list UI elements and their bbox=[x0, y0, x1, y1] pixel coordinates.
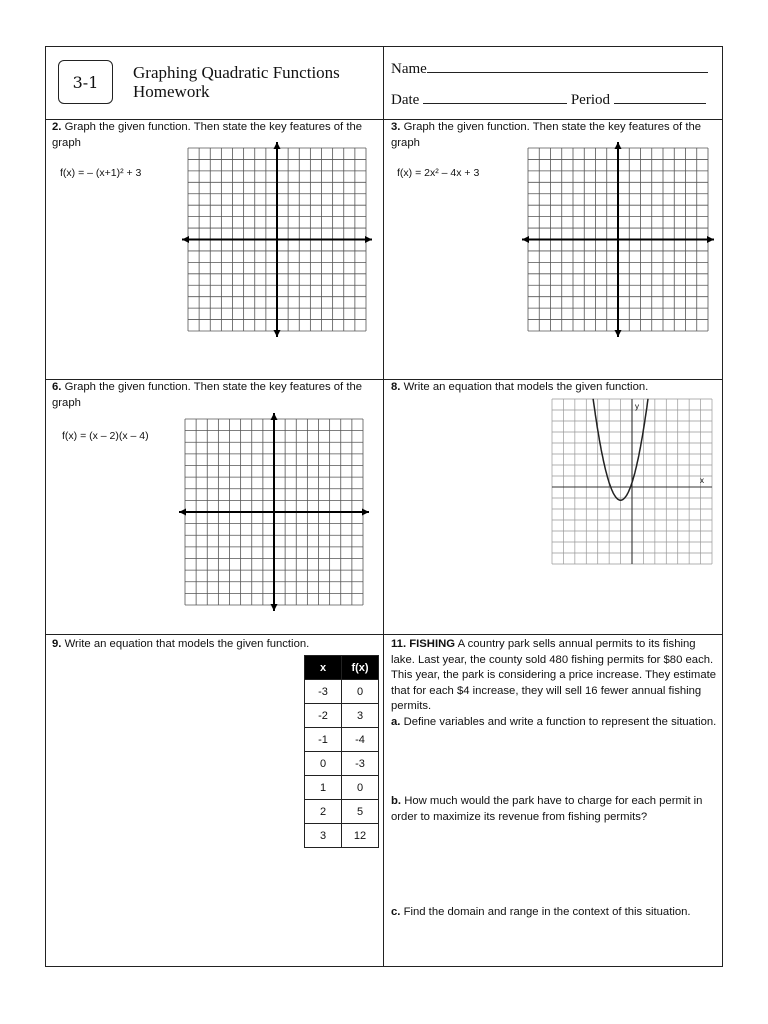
problem-2-grid[interactable] bbox=[182, 142, 372, 337]
title-line-2: Homework bbox=[133, 82, 210, 101]
problem-11-part-b bbox=[391, 794, 719, 825]
worksheet bbox=[45, 46, 723, 967]
problem-8-number: 8. bbox=[391, 381, 401, 393]
x-axis-label: x bbox=[700, 476, 704, 485]
table-cell-fx: 5 bbox=[342, 800, 379, 824]
row-divider-2 bbox=[46, 634, 722, 635]
problem-2-number: 2. bbox=[52, 121, 62, 133]
period-label: Period bbox=[570, 92, 610, 108]
name-field[interactable] bbox=[391, 59, 708, 78]
problem-9-text: Write an equation that models the given function. bbox=[64, 638, 310, 650]
problem-3-number: 3. bbox=[391, 121, 401, 133]
table-row bbox=[305, 704, 379, 728]
table-cell-fx: -4 bbox=[342, 728, 379, 752]
part-c-text: Find the domain and range in the context of this situation. bbox=[403, 906, 691, 918]
table-cell-fx: 3 bbox=[342, 704, 379, 728]
table-cell-x: -2 bbox=[305, 704, 342, 728]
problem-3-function: f(x) = 2x² – 4x + 3 bbox=[397, 167, 480, 179]
name-blank[interactable] bbox=[427, 59, 708, 73]
problem-11-number: 11. bbox=[391, 638, 407, 650]
part-a-label: a. bbox=[391, 715, 401, 728]
problem-6-function: f(x) = (x – 2)(x – 4) bbox=[62, 430, 149, 442]
problem-6-grid[interactable] bbox=[179, 413, 369, 611]
problem-6-number: 6. bbox=[52, 381, 62, 393]
date-blank[interactable] bbox=[423, 90, 567, 104]
table-row bbox=[305, 680, 379, 704]
x-axis-arrow-right-icon bbox=[365, 236, 372, 243]
name-label: Name bbox=[391, 61, 427, 77]
table-cell-x: 3 bbox=[305, 824, 342, 848]
x-axis-arrow-left-icon bbox=[182, 236, 189, 243]
problem-9-table bbox=[304, 655, 379, 848]
part-a-text: Define variables and write a function to represent the situation. bbox=[403, 715, 717, 728]
problem-11-part-a bbox=[391, 715, 719, 731]
table-cell-x: -3 bbox=[305, 680, 342, 704]
x-axis-arrow-left-icon bbox=[179, 509, 186, 516]
problem-6-prompt bbox=[52, 380, 372, 411]
table-cell-x: 1 bbox=[305, 776, 342, 800]
problem-3-grid[interactable] bbox=[522, 142, 714, 337]
table-cell-fx: 0 bbox=[342, 680, 379, 704]
part-b-label: b. bbox=[391, 795, 402, 807]
table-cell-fx: -3 bbox=[342, 752, 379, 776]
y-axis-arrow-up-icon bbox=[271, 413, 278, 420]
y-axis-arrow-up-icon bbox=[615, 142, 622, 149]
table-cell-fx: 0 bbox=[342, 776, 379, 800]
date-label: Date bbox=[391, 92, 420, 108]
problem-11-text: A country park sells annual permits to its fishing lake. Last year, the county sold 480 fishing permits for $80 each. This year, the park is considering a price increase. They estimate that for each $4 increase, they will sell 16 fewer annual fishing permits. bbox=[391, 638, 717, 712]
problem-8-prompt bbox=[391, 380, 716, 396]
lesson-number: 3-1 bbox=[72, 72, 99, 92]
problem-11-intro bbox=[391, 637, 719, 730]
problem-8-graph bbox=[552, 399, 712, 564]
problem-11-part-c bbox=[391, 905, 719, 921]
table-row bbox=[305, 824, 379, 848]
problem-2-function: f(x) = – (x+1)² + 3 bbox=[60, 167, 142, 179]
table-row bbox=[305, 752, 379, 776]
period-blank[interactable] bbox=[614, 90, 706, 104]
title-line-1: Graphing Quadratic Functions bbox=[133, 63, 340, 82]
table-header-x: x bbox=[305, 656, 342, 680]
table-cell-x: -1 bbox=[305, 728, 342, 752]
x-axis-arrow-right-icon bbox=[707, 236, 714, 243]
y-axis-arrow-up-icon bbox=[274, 142, 281, 149]
y-axis-arrow-down-icon bbox=[615, 330, 622, 337]
table-row bbox=[305, 728, 379, 752]
table-cell-x: 2 bbox=[305, 800, 342, 824]
problem-2-text: Graph the given function. Then state the key features of the graph bbox=[52, 121, 363, 149]
worksheet-title bbox=[133, 63, 340, 101]
x-axis-arrow-right-icon bbox=[362, 509, 369, 516]
y-axis-label: y bbox=[635, 402, 639, 411]
part-b-text: How much would the park have to charge for each permit in order to maximize its revenue from fishing permits? bbox=[391, 795, 703, 823]
problem-9-number: 9. bbox=[52, 638, 62, 650]
problem-9-prompt bbox=[52, 637, 372, 653]
y-axis-arrow-down-icon bbox=[271, 604, 278, 611]
problem-8-text: Write an equation that models the given function. bbox=[403, 381, 649, 393]
problem-6-text: Graph the given function. Then state the key features of the graph bbox=[52, 381, 363, 409]
part-c-label: c. bbox=[391, 906, 401, 918]
table-cell-fx: 12 bbox=[342, 824, 379, 848]
date-period-field bbox=[391, 90, 706, 109]
table-cell-x: 0 bbox=[305, 752, 342, 776]
x-axis-arrow-left-icon bbox=[522, 236, 529, 243]
table-row bbox=[305, 776, 379, 800]
column-divider bbox=[383, 47, 384, 966]
lesson-number-box bbox=[58, 60, 113, 104]
problem-3-text: Graph the given function. Then state the key features of the graph bbox=[391, 121, 702, 149]
problem-11-topic: FISHING bbox=[409, 638, 456, 650]
table-row bbox=[305, 800, 379, 824]
table-header-fx: f(x) bbox=[342, 656, 379, 680]
y-axis-arrow-down-icon bbox=[274, 330, 281, 337]
